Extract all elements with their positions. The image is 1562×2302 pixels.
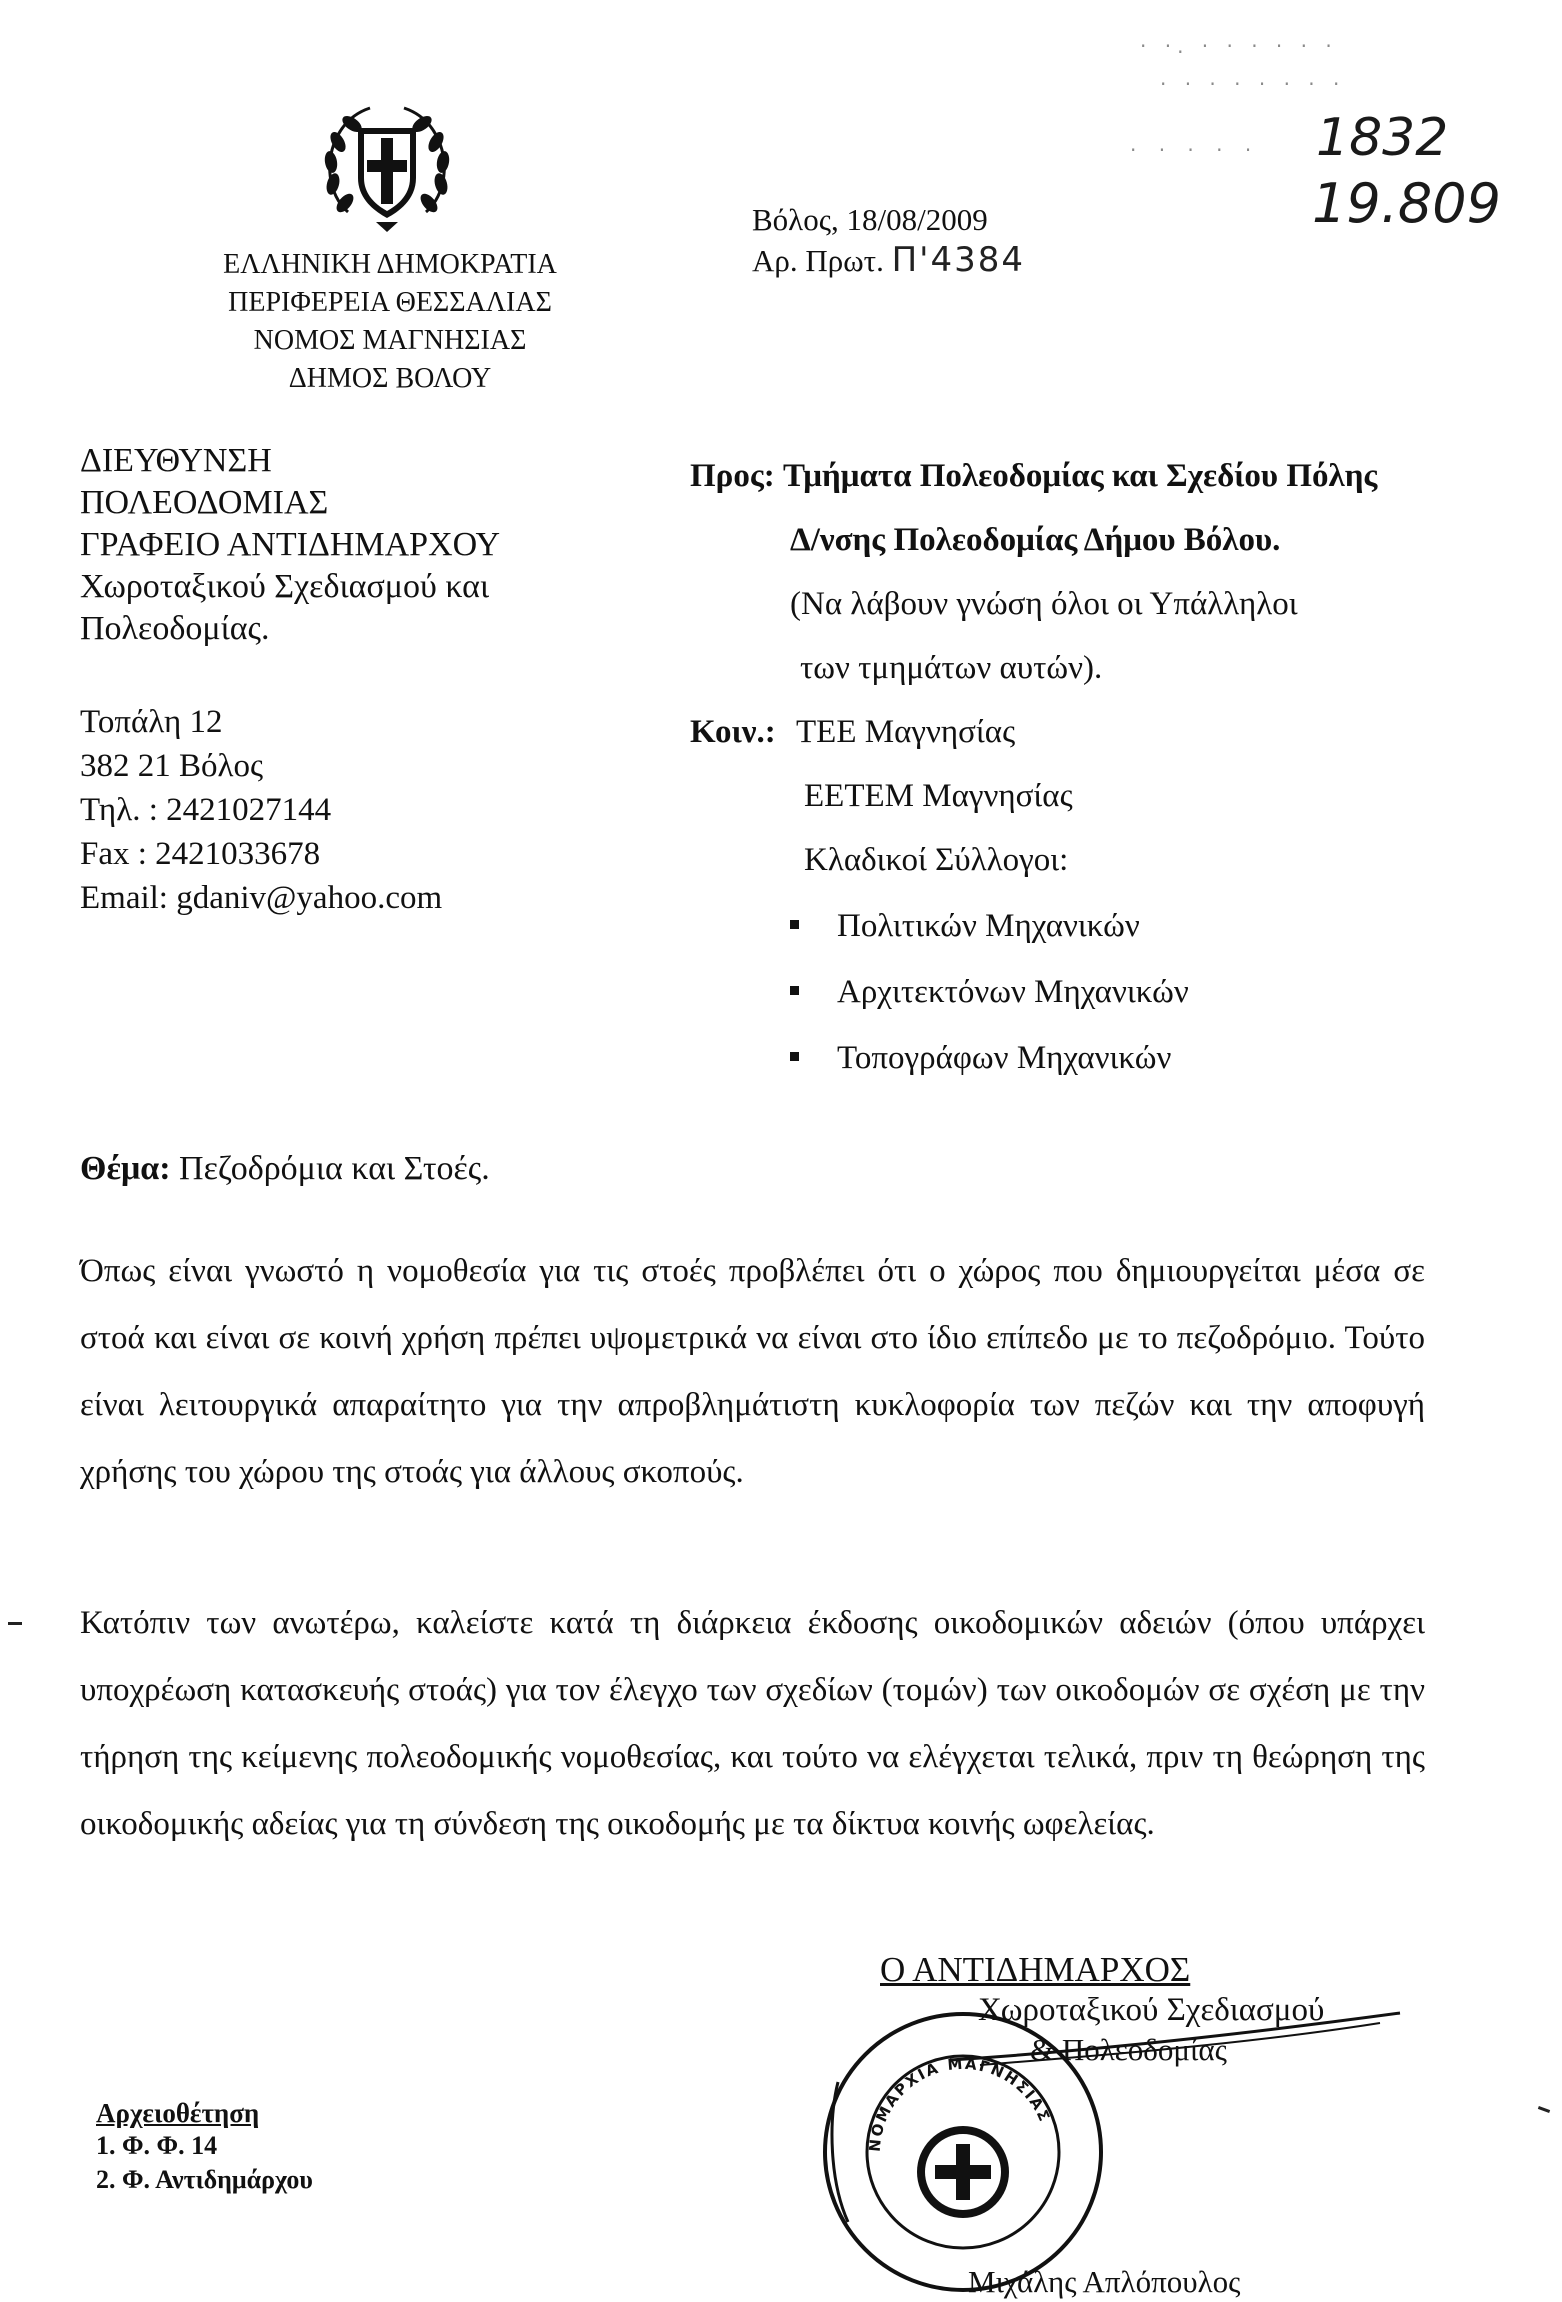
issuer-header — [170, 246, 610, 398]
signatory-name: Μιχάλης Απλόπουλος — [968, 2264, 1241, 2299]
bullet-icon — [790, 1052, 799, 1061]
handwritten-number: 19.809 — [1312, 172, 1501, 235]
document-date: Βόλος, 18/08/2009 — [752, 202, 988, 237]
body-paragraph: Κατόπιν των ανωτέρω, καλείστε κατά τη διάρκεια έκδοσης οικοδομικών αδειών (όπου υπάρχει υποχρέωση κατασκευής στοάς) για τον έλεγχο των σχεδίων (τομών) των οικοδομών σε σχέση με την τήρηση της κείμενης πολεοδομικής νομοθεσίας, και τούτο να ελέγχεται τελικά, πριν τη θεώρηση της οικοδομικής αδείας για τη σύνδεση της οικοδομής με τα δίκτυα κοινής ωφελείας. — [80, 1605, 1425, 1842]
to-recipient: Τμήματα Πολεοδομίας και Σχεδίου Πόλης — [783, 458, 1378, 494]
stamp-faint-text: · ·. · · · · · · — [1140, 34, 1338, 58]
signatory-office: Χωροταξικού Σχεδιασμού — [978, 1992, 1325, 2028]
header-line: ΕΛΛΗΝΙΚΗ ΔΗΜΟΚΡΑΤΙΑ — [223, 249, 557, 280]
sender-line: ΓΡΑΦΕΙΟ ΑΝΤΙΔΗΜΑΡΧΟΥ — [80, 526, 501, 563]
to-row — [690, 456, 1377, 496]
sender-line: ΠΟΛΕΟΔΟΜΙΑΣ — [80, 484, 329, 521]
cc-recipient: Κλαδικοί Σύλλογοι: — [804, 842, 1069, 878]
subject-text: Πεζοδρόμια και Στοές. — [179, 1150, 490, 1187]
registration-stamp — [1080, 20, 1550, 240]
handwritten-number: 1832 — [1316, 108, 1449, 168]
cc-recipient: ΤΕΕ Μαγνησίας — [796, 714, 1016, 750]
sender-block — [80, 440, 640, 650]
archive-item: 2. Φ. Αντιδημάρχου — [96, 2165, 313, 2194]
to-label: Προς: — [690, 458, 775, 494]
archive-block — [96, 2097, 313, 2197]
header-line: ΝΟΜΟΣ ΜΑΓΝΗΣΙΑΣ — [253, 325, 527, 356]
date-protocol-block — [752, 200, 1025, 281]
header-line: ΔΗΜΟΣ ΒΟΛΟΥ — [288, 363, 492, 394]
stamp-faint-text: · · · · · — [1130, 138, 1260, 162]
coat-of-arms-emblem — [318, 100, 456, 238]
contact-block — [80, 700, 442, 920]
fax-line: Fax : 2421033678 — [80, 836, 321, 872]
recipient-note: των τμημάτων αυτών). — [800, 650, 1103, 686]
to-recipient-line2: Δ/νσης Πολεοδομίας Δήμου Βόλου. — [790, 522, 1281, 558]
seal-text: ΝΟΜΑΡΧΙΑ ΜΑΓΝΗΣΙΑΣ — [865, 2054, 1055, 2153]
bullet-icon — [790, 986, 799, 995]
signatory-title: Ο ΑΝΤΙΔΗΜΑΡΧΟΣ — [880, 1950, 1191, 1989]
address-line: 382 21 Βόλος — [80, 748, 264, 784]
sender-line: Πολεοδομίας. — [80, 610, 270, 647]
bullet-item: Αρχιτεκτόνων Μηχανικών — [790, 972, 1189, 1012]
cc-recipient: ΕΕΤΕΜ Μαγνησίας — [804, 778, 1073, 814]
subject-label: Θέμα: — [80, 1150, 171, 1187]
subject-line — [80, 1148, 490, 1190]
signatory-office: & Πολεοδομίας — [1030, 2032, 1227, 2067]
address-line: Τοπάλη 12 — [80, 704, 223, 740]
protocol-label: Αρ. Πρωτ. — [752, 243, 884, 278]
stamp-faint-text: · · · · · · · · — [1160, 72, 1346, 96]
phone-line: Τηλ. : 2421027144 — [80, 792, 332, 828]
sender-line: ΔΙΕΥΘΥΝΣΗ — [80, 442, 272, 479]
sender-line: Χωροταξικού Σχεδιασμού και — [80, 568, 490, 605]
cc-label: Κοιν.: — [690, 714, 776, 750]
signature-scribble — [940, 2005, 1410, 2075]
archive-item: 1. Φ. Φ. 14 — [96, 2131, 218, 2160]
archive-heading: Αρχειοθέτηση — [96, 2098, 260, 2128]
header-line: ΠΕΡΙΦΕΡΕΙΑ ΘΕΣΣΑΛΙΑΣ — [228, 287, 552, 318]
scan-mark — [8, 1622, 22, 1625]
recipient-note: (Να λάβουν γνώση όλοι οι Υπάλληλοι — [790, 586, 1298, 622]
bullet-item: Πολιτικών Μηχανικών — [790, 906, 1140, 946]
protocol-handwritten: Π'4384 — [891, 240, 1026, 280]
bullet-item: Τοπογράφων Μηχανικών — [790, 1038, 1171, 1078]
bullet-icon — [790, 920, 799, 929]
cc-row — [690, 712, 1015, 752]
body-paragraph: Όπως είναι γνωστό η νομοθεσία για τις στοές προβλέπει ότι ο χώρος που δημιουργείται μέσα σε στοά και είναι σε κοινή χρήση πρέπει υψομετρικά να είναι στο ίδιο επίπεδο με το πεζοδρόμιο. Τούτο είναι λειτουργικά απαραίτητο για την απροβλημάτιστη κυκλοφορία των πεζών και την αποφυγή χρήσης του χώρου της στοάς για άλλους σκοπούς. — [80, 1253, 1425, 1490]
scan-mark — [1538, 2106, 1550, 2113]
email-line: Email: gdaniv@yahoo.com — [80, 880, 443, 916]
protocol-number — [752, 240, 1025, 281]
